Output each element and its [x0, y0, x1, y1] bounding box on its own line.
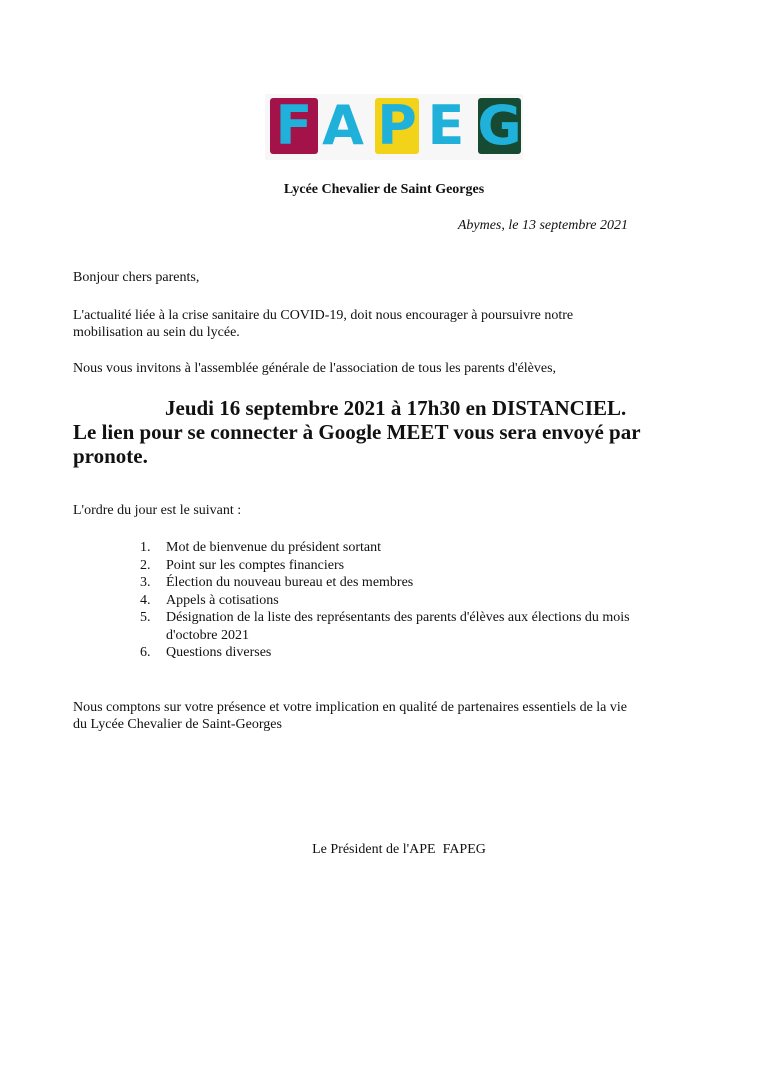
- place-date: Abymes, le 13 septembre 2021: [457, 218, 628, 233]
- logo-letter-f: F: [275, 94, 313, 157]
- signature: Le Président de l'APE FAPEG: [312, 842, 486, 857]
- fapeg-logo: [265, 94, 523, 160]
- closing-line-1: Nous comptons sur votre présence et votre implication en qualité de partenaires essentiels de la vie: [73, 700, 627, 715]
- meeting-date-line: Jeudi 16 septembre 2021 à 17h30 en DISTANCIEL.: [165, 396, 627, 420]
- agenda-item: [140, 609, 700, 644]
- agenda-text: Appels à cotisations: [166, 592, 279, 608]
- agenda-item: [140, 592, 700, 610]
- agenda-text: Désignation de la liste des représentants des parents d'élèves aux élections du mois: [166, 610, 630, 625]
- greeting: Bonjour chers parents,: [73, 270, 200, 285]
- paragraph-1-line-1: L'actualité liée à la crise sanitaire du COVID-19, doit nous encourager à poursuivre notre: [73, 308, 574, 323]
- logo-letter-p: P: [377, 94, 417, 157]
- agenda-number: 1.: [140, 540, 151, 555]
- paragraph-2: Nous vous invitons à l'assemblée générale de l'association de tous les parents d'élèves,: [73, 361, 557, 376]
- agenda-text: Questions diverses: [166, 645, 272, 660]
- agenda-text: Mot de bienvenue du président sortant: [166, 540, 382, 555]
- agenda-number: 4.: [140, 592, 151, 608]
- logo-letter-e: E: [427, 94, 465, 157]
- agenda-intro: L'ordre du jour est le suivant :: [73, 503, 242, 518]
- agenda-text-continued: d'octobre 2021: [166, 627, 250, 643]
- agenda-item: [140, 644, 700, 662]
- paragraph-1-line-2: mobilisation au sein du lycée.: [73, 325, 240, 340]
- agenda-number: 3.: [140, 575, 151, 590]
- logo-letter-a: A: [322, 94, 364, 157]
- agenda-list: [140, 539, 700, 662]
- agenda-item: [140, 539, 700, 557]
- meeting-link-line-2: pronote.: [73, 444, 148, 468]
- agenda-number: 6.: [140, 645, 151, 660]
- agenda-item: [140, 574, 700, 592]
- school-name: Lycée Chevalier de Saint Georges: [283, 182, 485, 197]
- agenda-item: [140, 557, 700, 575]
- logo-letter-g: G: [477, 94, 522, 157]
- closing-line-2: du Lycée Chevalier de Saint-Georges: [73, 717, 282, 732]
- agenda-text: Élection du nouveau bureau et des membres: [166, 575, 414, 590]
- agenda-text: Point sur les comptes financiers: [166, 557, 345, 573]
- meeting-link-line: Le lien pour se connecter à Google MEET vous sera envoyé par: [73, 420, 641, 444]
- agenda-number: 2.: [140, 557, 151, 573]
- agenda-number: 5.: [140, 610, 151, 625]
